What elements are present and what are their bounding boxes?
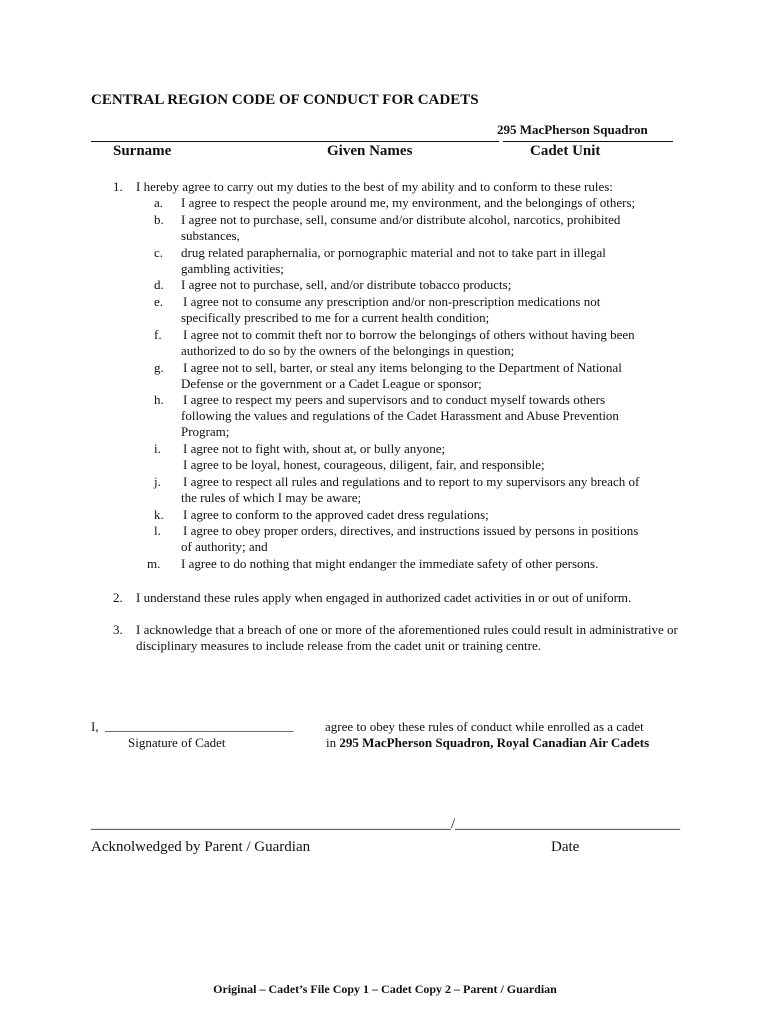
rule-number: 2. bbox=[113, 590, 123, 605]
given-names-label: Given Names bbox=[327, 143, 413, 159]
rule-letter: m. bbox=[147, 556, 161, 571]
signature-of-cadet-label: Signature of Cadet bbox=[128, 735, 226, 750]
rule-letter: j. bbox=[154, 474, 161, 489]
rule-text: following the values and regulations of the Cadet Harassment and Abuse Prevention bbox=[181, 408, 619, 423]
rule-text: I agree not to commit theft nor to borrow the belongings of others without having been bbox=[183, 327, 635, 342]
date-label: Date bbox=[551, 839, 580, 855]
rule-text: I understand these rules apply when engaged in authorized cadet activities in or out of uniform. bbox=[136, 590, 632, 605]
squadron-name: 295 MacPherson Squadron, Royal Canadian Air Cadets bbox=[339, 735, 650, 750]
rule-text: drug related paraphernalia, or pornographic material and not to take part in illegal bbox=[181, 245, 606, 260]
rule-text: I acknowledge that a breach of one or more of the aforementioned rules could result in administrative or bbox=[136, 622, 678, 637]
rule-text: I agree not to purchase, sell, consume and/or distribute alcohol, narcotics, prohibited bbox=[181, 212, 621, 227]
rule-text: the rules of which I may be aware; bbox=[181, 490, 362, 505]
cadet-unit-label: Cadet Unit bbox=[530, 143, 601, 159]
cadet-signature-field[interactable]: _____________________________ bbox=[105, 718, 294, 733]
rule-letter: g. bbox=[154, 360, 164, 375]
rule-text: specifically prescribed to me for a current health condition; bbox=[181, 310, 490, 325]
rule-letter: l. bbox=[154, 523, 161, 538]
date-field[interactable]: ______________________________ bbox=[455, 816, 681, 832]
document-title: CENTRAL REGION CODE OF CONDUCT FOR CADETS bbox=[91, 92, 479, 108]
slash-separator: / bbox=[451, 816, 456, 832]
rule-letter: e. bbox=[154, 294, 164, 309]
rule-text: I agree to obey proper orders, directives, and instructions issued by persons in positions bbox=[183, 523, 639, 538]
copy-distribution-footer: Original – Cadet’s File Copy 1 – Cadet Copy 2 – Parent / Guardian bbox=[213, 982, 557, 996]
squadron-line bbox=[326, 735, 649, 751]
rule-text: I agree to respect all rules and regulations and to report to my supervisors any breach of bbox=[183, 474, 640, 489]
rule-text: Defense or the government or a Cadet League or sponsor; bbox=[181, 376, 482, 391]
rule-text: Program; bbox=[181, 424, 230, 439]
rule-text: disciplinary measures to include release from the cadet unit or training centre. bbox=[136, 638, 542, 653]
rule-text: authorized to do so by the owners of the belongings in question; bbox=[181, 343, 515, 358]
surname-given-names-line[interactable] bbox=[91, 141, 499, 142]
rule-number: 1. bbox=[113, 179, 123, 194]
rule-letter: d. bbox=[154, 277, 164, 292]
rule-letter: c. bbox=[154, 245, 164, 260]
rule-letter: i. bbox=[154, 441, 161, 456]
rule-letter: k. bbox=[154, 507, 164, 522]
in-word: in bbox=[326, 735, 337, 750]
rule-text: I agree to respect my peers and supervisors and to conduct myself towards others bbox=[183, 392, 606, 407]
cadet-unit-value[interactable]: 295 MacPherson Squadron bbox=[497, 122, 648, 137]
cadet-unit-line[interactable] bbox=[503, 141, 673, 142]
parent-signature-line[interactable] bbox=[91, 816, 680, 833]
agreement-text: agree to obey these rules of conduct while enrolled as a cadet bbox=[325, 719, 644, 734]
rule-letter: a. bbox=[154, 195, 164, 210]
rule-letter: b. bbox=[154, 212, 164, 227]
rule-text: of authority; and bbox=[181, 539, 268, 554]
rule-text: substances, bbox=[181, 228, 240, 243]
rule-number: 3. bbox=[113, 622, 123, 637]
signature-prefix: I, bbox=[91, 719, 99, 734]
surname-label: Surname bbox=[113, 143, 172, 159]
rule-text: I agree to do nothing that might endanger the immediate safety of other persons. bbox=[181, 556, 599, 571]
rule-text: I agree not to fight with, shout at, or bully anyone; bbox=[183, 441, 446, 456]
rule-text: I hereby agree to carry out my duties to the best of my ability and to conform to these rules: bbox=[136, 179, 613, 194]
rule-text: I agree to respect the people around me, my environment, and the belongings of others; bbox=[181, 195, 636, 210]
parent-signature-field[interactable]: ________________________________________________ bbox=[91, 816, 451, 832]
rule-text: I agree not to sell, barter, or steal any items belonging to the Department of National bbox=[183, 360, 622, 375]
rule-text: I agree to conform to the approved cadet dress regulations; bbox=[183, 507, 489, 522]
rule-text: I agree to be loyal, honest, courageous, diligent, fair, and responsible; bbox=[183, 457, 545, 472]
rule-letter: f. bbox=[154, 327, 162, 342]
rule-text: I agree not to purchase, sell, and/or distribute tobacco products; bbox=[181, 277, 512, 292]
rule-text: I agree not to consume any prescription and/or non-prescription medications not bbox=[183, 294, 601, 309]
parent-guardian-label: Acknolwedged by Parent / Guardian bbox=[91, 839, 311, 855]
rule-letter: h. bbox=[154, 392, 164, 407]
rule-text: gambling activities; bbox=[181, 261, 284, 276]
